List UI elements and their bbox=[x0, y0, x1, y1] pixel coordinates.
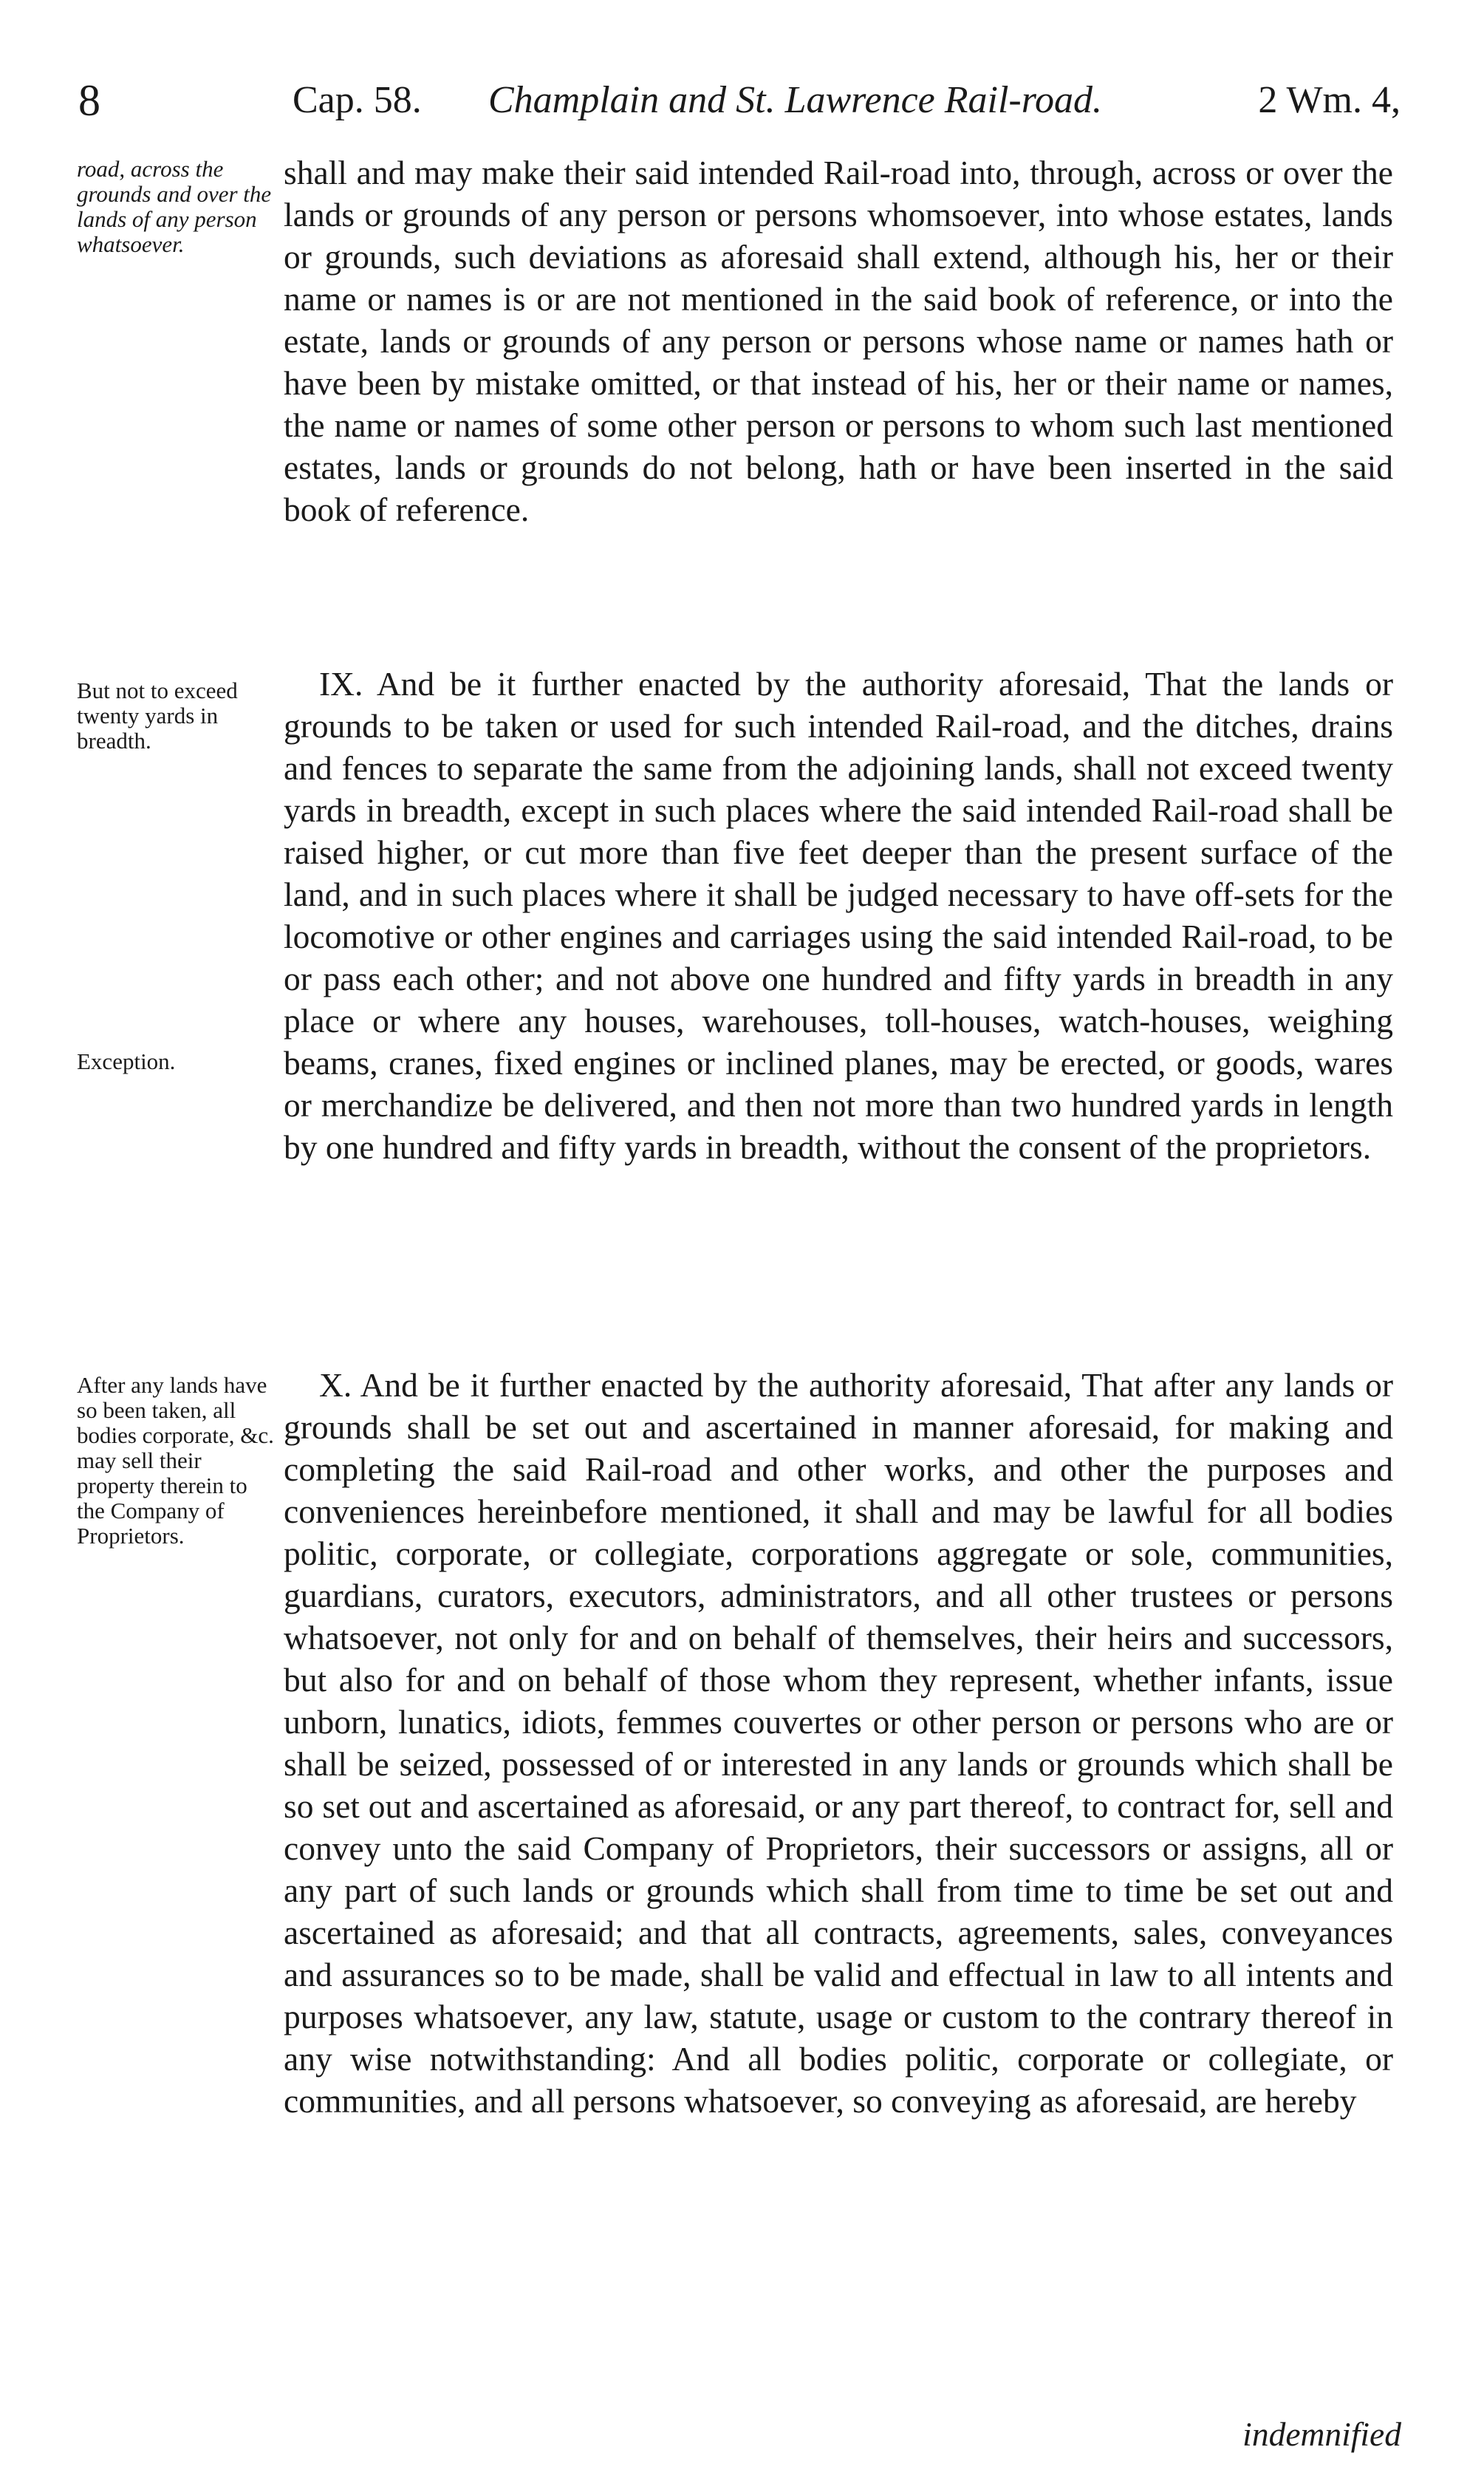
margin-note-exception: Exception. bbox=[77, 1048, 176, 1074]
paragraph: shall and may make their said intended Rail-road into, through, across or over the lands or grounds of any person or persons whomsoever, into whose estates, lands or grounds, such deviations as aforesaid shall extend, although his, her or their name or names is or are not mentioned in the said book of reference, or into the estate, lands or grounds of any person or persons whose name or names hath or have been by mistake omitted, or that instead of his, her or their name or names, the name or names of some other person or persons to whom such last mentioned estates, lands or grounds do not belong, hath or have been inserted in the said book of reference. bbox=[284, 154, 1393, 528]
margin-note: But not to exceed twenty yards in breadth. bbox=[77, 678, 238, 754]
paragraph: X. And be it further enacted by the authority aforesaid, That after any lands or grounds shall be set out and ascertained in manner aforesaid, for making and completing the said Rail-road and other works, and other the purposes and conveniences hereinbefore mentioned, it shall and may be lawful for all bodies politic, corporate, or collegiate, corporations aggregate or sole, communities, guardians, curators, executors, administrators, and all other trustees or persons whatsoever, not only for and on behalf of themselves, their heirs and successors, but also for and on behalf of those whom they represent, whether infants, issue unborn, lunatics, idiots, femmes couvertes or other person or persons who are or shall be seized, possessed of or interested in any lands or grounds which shall be so set out and ascertained as aforesaid, or any part thereof, to contract for, sell and convey unto the said Company of Proprietors, their successors or assigns, all or any part of such lands or grounds which shall from time to time be set out and ascertained as aforesaid; and that all contracts, agreements, sales, conveyances and assurances so to be made, shall be valid and effectual in law to all intents and purposes whatsoever, any law, statute, usage or custom to the contrary thereof in any wise notwithstanding: And all bodies politic, corporate or collegiate, or communities, and all persons whatsoever, so conveying as aforesaid, are hereby bbox=[284, 1366, 1393, 2120]
running-header bbox=[78, 71, 1401, 130]
body-text bbox=[284, 663, 1393, 1168]
margin-note: After any lands have so been taken, all bodies corporate, &c. may sell their property therein to the Company of Proprietors. bbox=[77, 1372, 274, 1549]
body-text bbox=[284, 1364, 1393, 2122]
margin-note: road, across the grounds and over the lands of any person whatsoever. bbox=[77, 156, 272, 257]
body-text bbox=[284, 151, 1393, 530]
paragraph: IX. And be it further enacted by the authority aforesaid, That the lands or grounds to be taken or used for such intended Rail-road, and the ditches, drains and fences to separate the same from the adjoining lands, shall not exceed twenty yards in breadth, except in such places where the said intended Rail-road shall be raised higher, or cut more than five feet deeper than the present surface of the land, and in such places where it shall be judged necessary to have off-sets for the locomotive or other engines and carriages using the said intended Rail-road, to be or pass each other; and not above one hundred and fifty yards in breadth in any place or where any houses, warehouses, toll-houses, watch-houses, weighing beams, cranes, fixed engines or inclined planes, may be erected, or goods, wares or merchandize be delivered, and then not more than two hundred yards in length by one hundred and fifty yards in breadth, without the consent of the proprietors. bbox=[284, 665, 1393, 1166]
page-number: 8 bbox=[78, 76, 100, 125]
chapter-number: Cap. 58. bbox=[293, 79, 422, 121]
catchword: indemnified bbox=[1242, 2415, 1401, 2453]
running-title: Champlain and St. Lawrence Rail-road. bbox=[488, 79, 1103, 121]
regnal-year: 2 Wm. 4, bbox=[1258, 79, 1401, 121]
